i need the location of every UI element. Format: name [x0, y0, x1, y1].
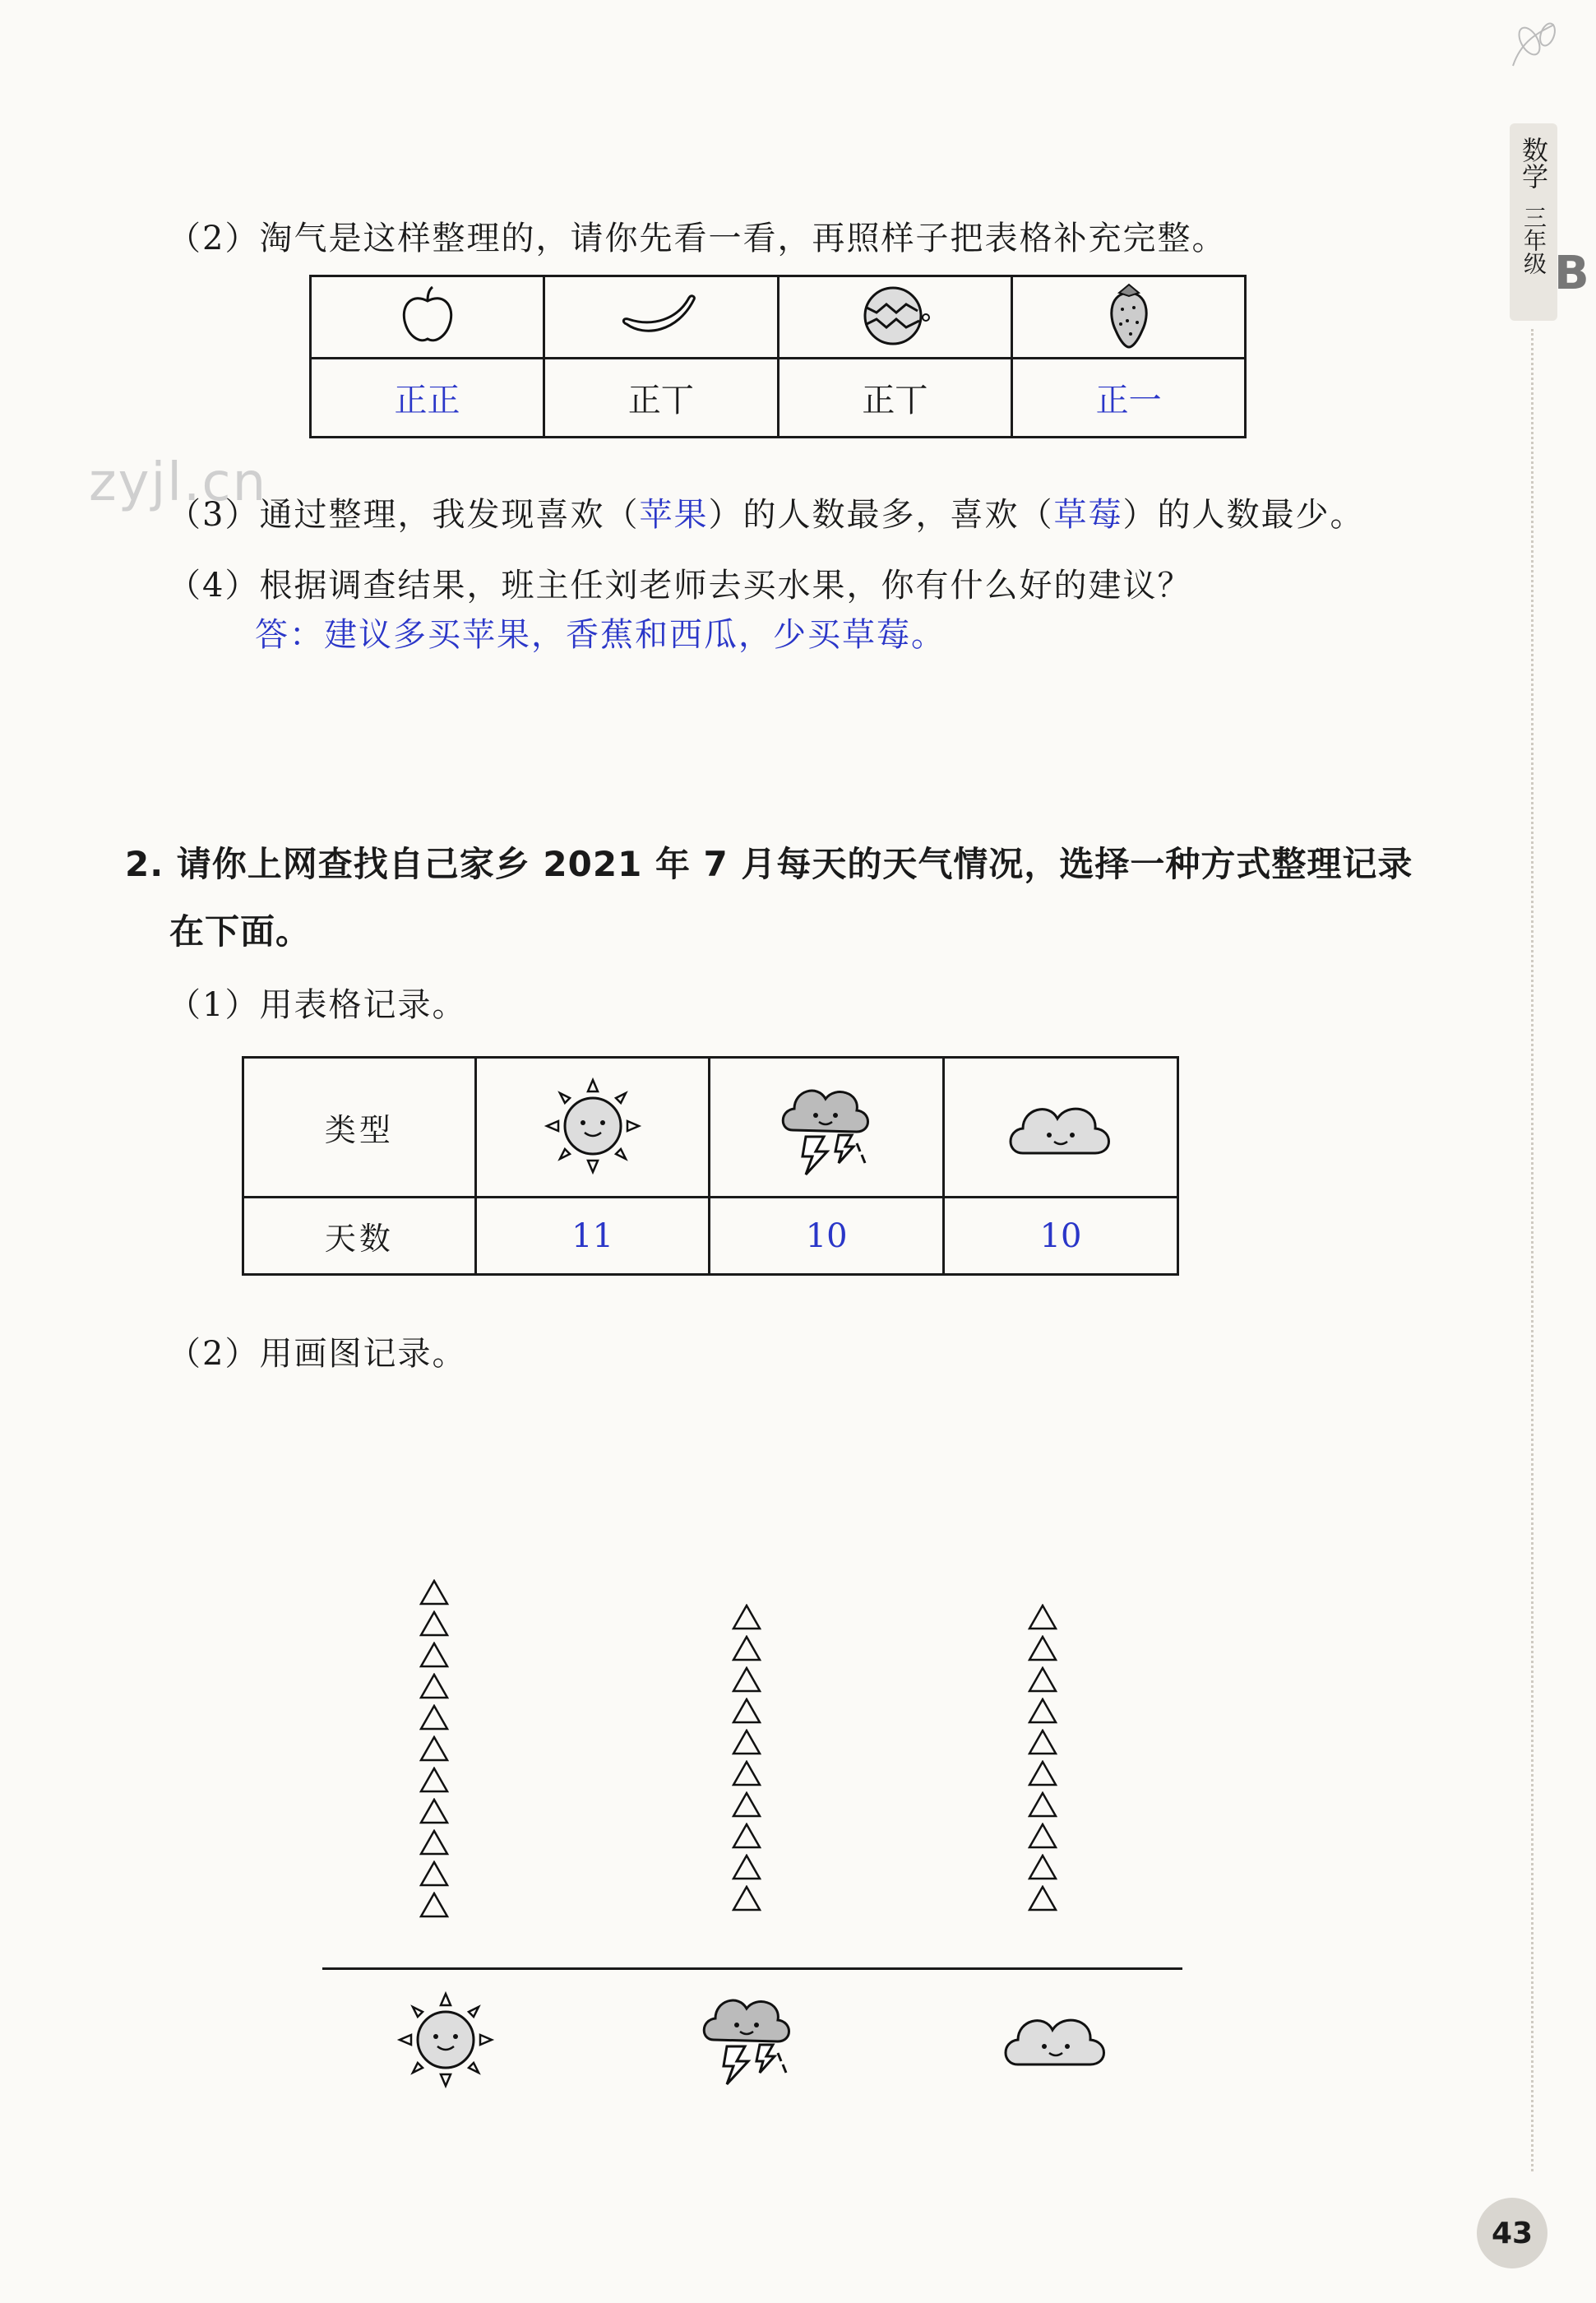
sun-triangle-column: [419, 1579, 449, 1923]
banana-icon: [620, 291, 702, 341]
triangle-mark: [419, 1673, 449, 1699]
triangle-mark: [419, 1704, 449, 1731]
sun-icon: [544, 1077, 642, 1175]
cloud-days: 10: [944, 1198, 1178, 1275]
watermelon-cell: [778, 276, 1012, 359]
triangle-mark: [1028, 1760, 1057, 1786]
triangle-mark: [732, 1791, 761, 1818]
triangle-mark: [419, 1610, 449, 1637]
page-number: 43: [1477, 2198, 1547, 2268]
apple-tally: 正正: [311, 359, 544, 438]
type-header: 类型: [243, 1058, 476, 1198]
triangle-mark: [732, 1823, 761, 1849]
triangle-mark: [1028, 1729, 1057, 1755]
strawberry-tally: 正一: [1012, 359, 1246, 438]
apple-cell: [311, 276, 544, 359]
triangle-mark: [732, 1604, 761, 1630]
q1-sub3-mid: ）的人数最多，喜欢（: [708, 496, 1054, 534]
triangle-mark: [419, 1798, 449, 1824]
q2-line2: 在下面。: [169, 911, 312, 952]
leaf-decoration-icon: [1497, 16, 1571, 82]
side-tab-letter: B: [1554, 247, 1589, 300]
triangle-mark: [419, 1767, 449, 1793]
thunderstorm-days: 10: [710, 1198, 944, 1275]
q1-sub3-text: [168, 489, 1364, 535]
strawberry-icon: [1104, 281, 1154, 350]
apple-icon: [396, 285, 459, 347]
triangle-mark: [1028, 1854, 1057, 1880]
banana-tally: 正丅: [544, 359, 779, 438]
triangle-mark: [1028, 1635, 1057, 1661]
triangle-mark: [1028, 1604, 1057, 1630]
strawberry-cell: [1012, 276, 1246, 359]
watermelon-tally: 正丅: [778, 359, 1012, 438]
pictograph-baseline: [322, 1967, 1182, 1970]
q2-sub1-text: （1）用表格记录。: [168, 986, 467, 1024]
sun-days: 11: [475, 1198, 710, 1275]
triangle-mark: [732, 1666, 761, 1693]
thunderstorm-header-cell: [710, 1058, 944, 1198]
thunderstorm-icon: [694, 1982, 801, 2089]
q1-sub3-answer-least: 草莓: [1053, 496, 1123, 534]
triangle-mark: [732, 1635, 761, 1661]
triangle-mark: [732, 1698, 761, 1724]
q2-sub2-text: （2）用画图记录。: [168, 1335, 467, 1373]
triangle-mark: [419, 1579, 449, 1606]
q1-sub4-text: （4）根据调查结果，班主任刘老师去买水果，你有什么好的建议？: [168, 567, 1192, 605]
triangle-mark: [419, 1642, 449, 1668]
cloud-header-cell: [944, 1058, 1178, 1198]
triangle-mark: [419, 1860, 449, 1887]
cloud-icon: [998, 2000, 1113, 2074]
triangle-mark: [1028, 1791, 1057, 1818]
sun-header-cell: [475, 1058, 710, 1198]
side-tab: [1510, 123, 1557, 321]
triangle-mark: [1028, 1698, 1057, 1724]
grade-label: 三年级: [1520, 206, 1547, 275]
weather-table: [242, 1056, 1179, 1276]
triangle-mark: [732, 1760, 761, 1786]
fruit-tally-table: [309, 275, 1247, 438]
watermelon-icon: [854, 283, 936, 349]
q1-sub4-answer: 答：建议多买苹果，香蕉和西瓜，少买草莓。: [255, 616, 946, 654]
q1-sub3-suffix: ）的人数最少。: [1122, 496, 1365, 534]
days-header: 天数: [243, 1198, 476, 1275]
sun-icon: [396, 1990, 495, 2089]
triangle-mark: [1028, 1666, 1057, 1693]
q1-sub3-prefix: （3）通过整理，我发现喜欢（: [168, 496, 640, 534]
cloud-triangle-column: [1028, 1604, 1057, 1916]
triangle-mark: [419, 1892, 449, 1918]
triangle-mark: [732, 1729, 761, 1755]
watermark: zyjl.cn: [89, 452, 268, 513]
subject-label: 数学: [1518, 137, 1549, 189]
q1-sub2-text: （2）淘气是这样整理的，请你先看一看，再照样子把表格补充完整。: [168, 220, 1227, 257]
triangle-mark: [419, 1829, 449, 1856]
triangle-mark: [419, 1735, 449, 1762]
triangle-mark: [1028, 1823, 1057, 1849]
triangle-mark: [1028, 1885, 1057, 1911]
banana-cell: [544, 276, 779, 359]
dotted-margin-line: [1531, 329, 1534, 2171]
cloud-icon: [1003, 1089, 1118, 1163]
triangle-mark: [732, 1885, 761, 1911]
triangle-mark: [732, 1854, 761, 1880]
q1-sub3-answer-most: 苹果: [639, 496, 709, 534]
thunderstorm-icon: [773, 1073, 880, 1179]
thunderstorm-triangle-column: [732, 1604, 761, 1916]
q2-line1: 2. 请你上网查找自己家乡 2021 年 7 月每天的天气情况，选择一种方式整理记录: [125, 844, 1413, 884]
